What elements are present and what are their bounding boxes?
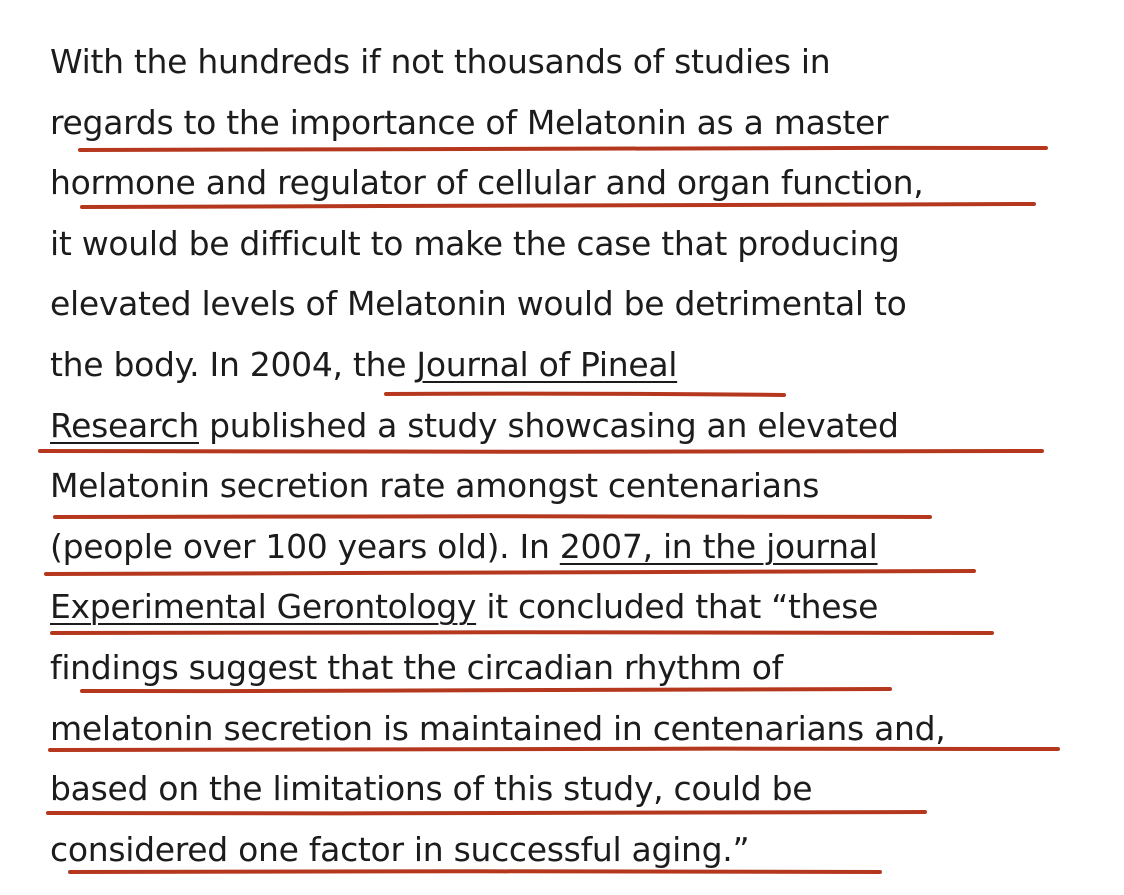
text-line	[50, 396, 899, 456]
text-run: With the hundreds if not thousands of studies in	[50, 42, 831, 81]
text-run: (people over 100 years old). In	[50, 526, 560, 566]
text-run: it would be difficult to make the case that producing	[50, 223, 900, 263]
text-line	[50, 577, 878, 637]
text-line	[50, 759, 812, 819]
text-run: elevated levels of Melatonin would be detrimental to	[50, 284, 907, 324]
text-line	[50, 820, 749, 880]
text-line	[50, 638, 783, 698]
citation-link[interactable]: 2007, in the journal	[559, 526, 878, 566]
text-run: the body. In 2004, the	[50, 345, 417, 384]
citation-link[interactable]: Research	[50, 405, 199, 445]
text-run: hormone and regulator of cellular and organ function,	[50, 163, 924, 203]
text-run: considered one factor in successful aging.”	[50, 829, 750, 869]
citation-link[interactable]: Experimental Gerontology	[50, 587, 477, 627]
text-line	[50, 517, 878, 577]
text-line	[50, 274, 907, 334]
citation-link[interactable]: Journal of Pineal	[416, 345, 678, 384]
text-run: based on the limitations of this study, could be	[50, 769, 813, 809]
text-run: regards to the importance of Melatonin as a master	[50, 102, 889, 142]
text-line	[50, 153, 923, 213]
text-run: published a study showcasing an elevated	[198, 405, 899, 445]
text-line	[50, 335, 677, 395]
text-line	[50, 456, 819, 516]
text-run: it concluded that “these	[476, 587, 879, 627]
text-line	[50, 32, 830, 92]
text-run: Melatonin secretion rate amongst centenarians	[50, 466, 820, 506]
text-line	[50, 93, 888, 153]
text-line	[50, 699, 945, 759]
text-run: melatonin secretion is maintained in centenarians and,	[50, 708, 946, 748]
text-run: findings suggest that the circadian rhythm of	[50, 648, 783, 687]
text-line	[50, 214, 900, 274]
